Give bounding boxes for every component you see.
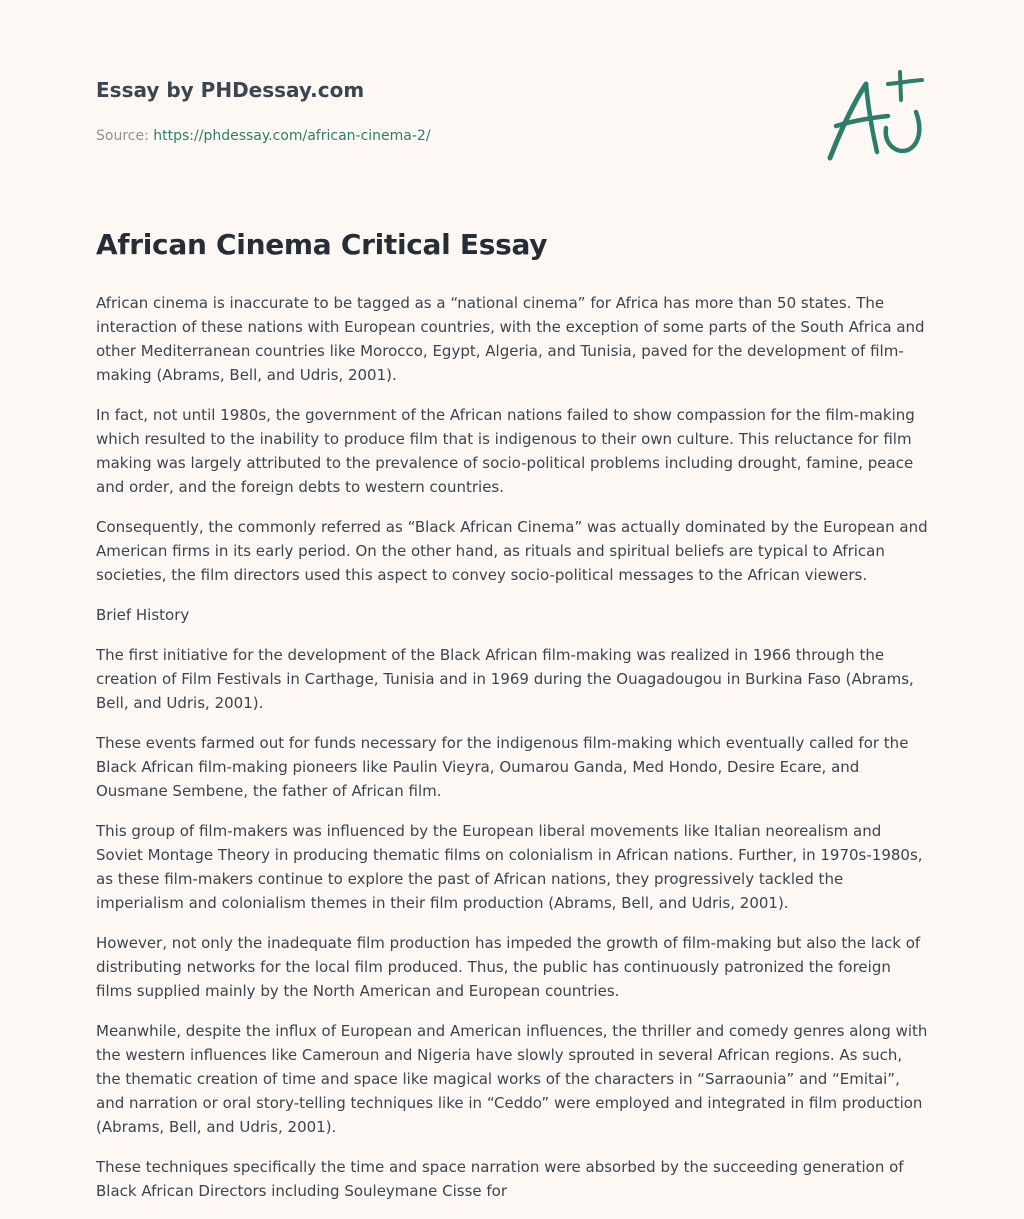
a-plus-logo-icon <box>822 66 928 166</box>
source-link[interactable]: https://phdessay.com/african-cinema-2/ <box>153 128 431 144</box>
essay-paragraph: However, not only the inadequate film production has impeded the growth of film-making but also the lack of distributing networks for the local film produced. Thus, the public has continuously patronized the foreign films supplied mainly by the North American and European countries. <box>96 934 921 1000</box>
essay-title: African Cinema Critical Essay <box>96 228 548 261</box>
essay-paragraph: African cinema is inaccurate to be tagged as a “national cinema” for Africa has more than 50 states. The interaction of these nations with European countries, with the exception of some parts of the South Africa and other Mediterranean countries like Morocco, Egypt, Algeria, and Tunisia, paved for the development of film-making (Abrams, Bell, and Udris, 2001). <box>96 294 925 384</box>
essay-paragraph: The first initiative for the development of the Black African film-making was realized in 1966 through the creation of Film Festivals in Carthage, Tunisia and in 1969 during the Ouagadougou in Burkina Faso (Abrams, Bell, and Udris, 2001). <box>96 646 914 712</box>
essay-paragraph: This group of film-makers was influenced by the European liberal movements like Italian neorealism and Soviet Montage Theory in producing thematic films on colonialism in African nations. Further, in 1970s-1980s, as these film-makers continue to explore the past of African nations, they progressively tackled the imperialism and colonialism themes in their film production (Abrams, Bell, and Udris, 2001). <box>96 822 923 912</box>
page-header <box>96 76 796 146</box>
essay-paragraph: In fact, not until 1980s, the government of the African nations failed to show compassion for the film-making which resulted to the inability to produce film that is indigenous to their own culture. This reluctance for film making was largely attributed to the prevalence of socio-political problems including drought, famine, peace and order, and the foreign debts to western countries. <box>96 406 915 496</box>
source-line <box>96 126 796 146</box>
section-heading-brief-history: Brief History <box>96 606 190 624</box>
site-title: Essay by PHDessay.com <box>96 78 365 102</box>
essay-paragraph: Meanwhile, despite the influx of European and American influences, the thriller and comedy genres along with the western influences like Cameroun and Nigeria have slowly sprouted in several African regions. As such, the thematic creation of time and space like magical works of the characters in “Sarraounia” and “Emitai”, and narration or oral story-telling techniques like in “Ceddo” were employed and integrated in film production (Abrams, Bell, and Udris, 2001). <box>96 1022 928 1136</box>
essay-paragraph: These techniques specifically the time and space narration were absorbed by the succeeding generation of Black African Directors including Souleymane Cisse for <box>96 1158 904 1200</box>
essay-content <box>96 226 928 1219</box>
source-label: Source: <box>96 128 154 144</box>
essay-paragraph: These events farmed out for funds necessary for the indigenous film-making which eventually called for the Black African film-making pioneers like Paulin Vieyra, Oumarou Ganda, Med Hondo, Desire Ecare, and Ousmane Sembene, the father of African film. <box>96 734 909 800</box>
essay-paragraph: Consequently, the commonly referred as “Black African Cinema” was actually dominated by the European and American firms in its early period. On the other hand, as rituals and spiritual beliefs are typical to African societies, the film directors used this aspect to convey socio-political messages to the African viewers. <box>96 518 928 584</box>
